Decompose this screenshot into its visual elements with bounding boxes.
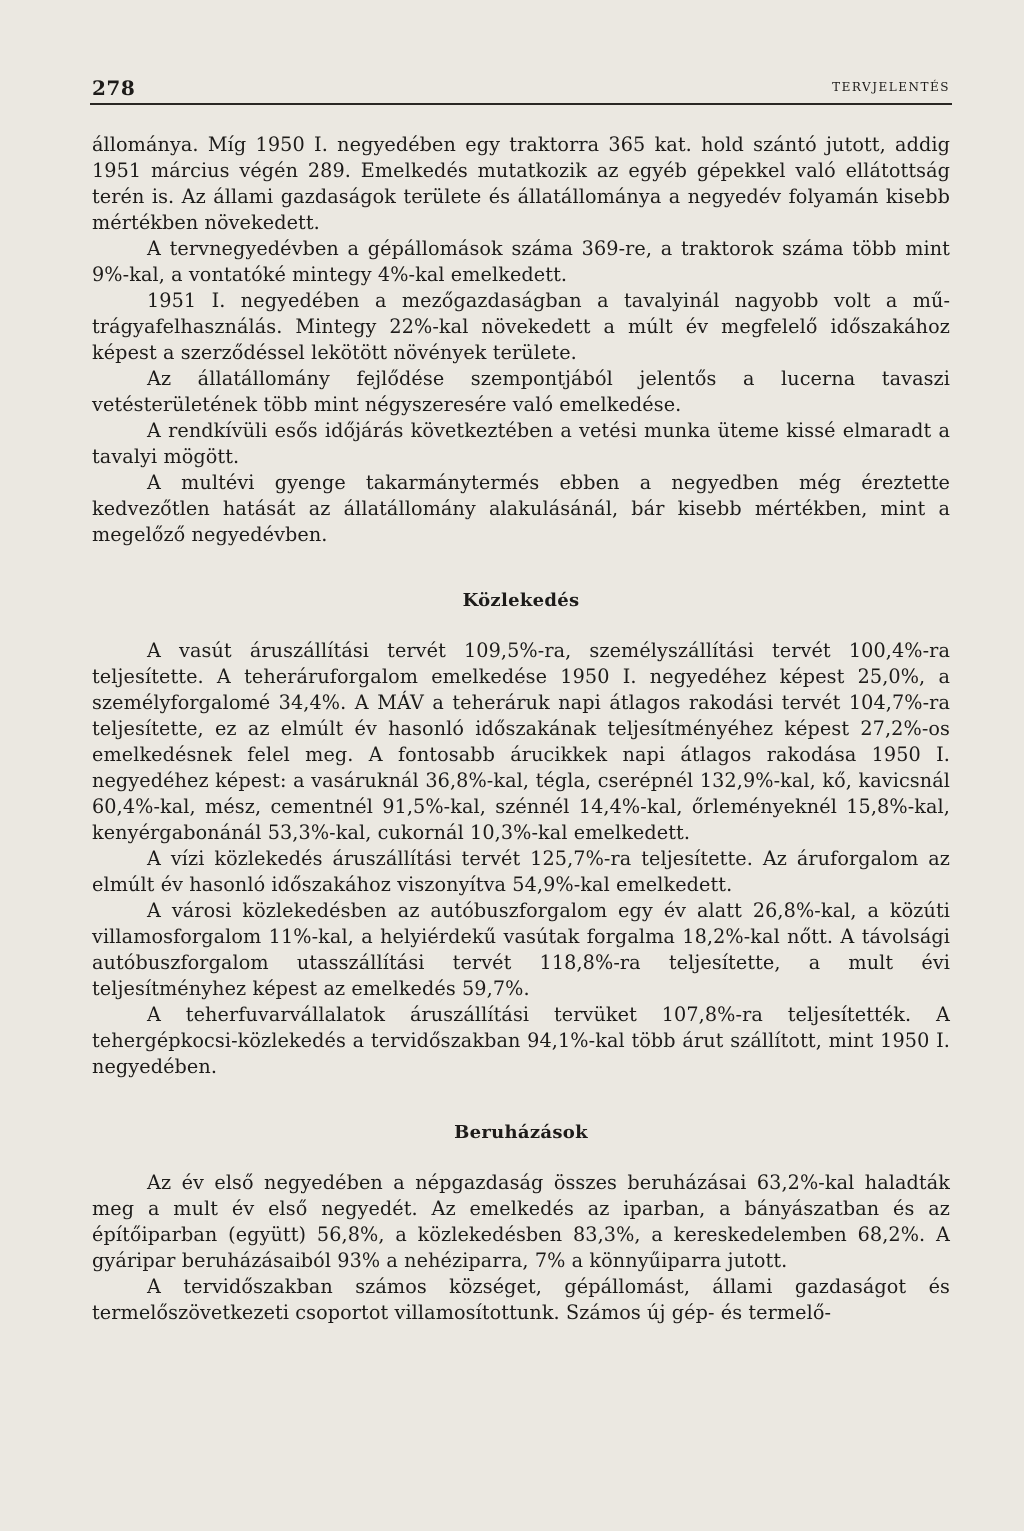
paragraph: A vízi közlekedés áruszállítási tervét 125,7%-ra teljesítette. Az áruforgalom az elmúlt év hasonló időszakához viszonyítva 54,9%-kal emelkedett. bbox=[92, 847, 950, 896]
paragraph: A tervnegyedévben a gépállomások száma 369-re, a traktorok száma több mint 9%-kal, a vontatóké mintegy 4%-kal emelkedett. bbox=[92, 237, 950, 286]
paragraph: A városi közlekedésben az autóbuszforgalom egy év alatt 26,8%-kal, a közúti villamosforgalom 11%-kal, a helyiérdekű vasútak forgalma 18,2%-kal nőtt. A távolsági autóbuszforgalom utasszállítási tervét 118,8%-ra teljesítette, a mult évi teljesítményhez képest az emelkedés 59,7%. bbox=[92, 899, 950, 1000]
running-head: TERVJELENTÉS bbox=[832, 80, 950, 94]
paragraph: állománya. Míg 1950 I. negyedében egy traktorra 365 kat. hold szántó jutott, addig 1951 március végén 289. Emelkedés mutatkozik az egyéb gépekkel való ellátottság terén is. Az állami gazdaságok területe és állatállománya a negyedév folyamán kisebb mértékben növekedett. bbox=[92, 133, 950, 234]
paragraph: A rendkívüli esős időjárás következtében a vetési munka üteme kissé elmaradt a tavalyi mögött. bbox=[92, 419, 950, 468]
body-text bbox=[92, 132, 950, 1326]
paragraph: Az év első negyedében a népgazdaság összes beruházásai 63,2%-kal haladták meg a mult év első negyedét. Az emelkedés az iparban, a bányászatban és az építőiparban (együtt) 56,8%, a közlekedésben 83,3%, a kereskedelemben 68,2%. A gyáripar beruházásaiból 93% a nehéziparra, 7% a könnyűiparra jutott. bbox=[92, 1171, 950, 1272]
paragraph: A vasút áruszállítási tervét 109,5%-ra, személyszállítási tervét 100,4%-ra teljesítette. A teheráruforgalom emelkedése 1950 I. negyedéhez képest 25,0%, a személyforgalomé 34,4%. A MÁV a teheráruk napi átlagos rakodási tervét 104,7%-ra teljesítette, ez az elmúlt év hasonló időszakának teljesítményéhez képest 27,2%-os emelkedésnek felel meg. A fontosabb árucikkek napi átlagos rakodása 1950 I. negyedéhez képest: a vasáruknál 36,8%-kal, tégla, cserépnél 132,9%-kal, kő, kavicsnál 60,4%-kal, mész, cementnél 91,5%-kal, szénnél 14,4%-kal, őrleményeknél 15,8%-kal, kenyérgabonánál 53,3%-kal, cukornál 10,3%-kal emelkedett. bbox=[92, 639, 950, 844]
paragraph: A multévi gyenge takarmánytermés ebben a negyedben még éreztette kedvezőtlen hatását az állatállomány alakulásánál, bár kisebb mértékben, mint a megelőző negyedévben. bbox=[92, 471, 950, 546]
section-heading-kozlekedes: Közlekedés bbox=[462, 590, 580, 611]
paragraph: A tervidőszakban számos községet, gépállomást, állami gazdaságot és termelőszövetkezeti csoportot villamosítottunk. Számos új gép- és termelő- bbox=[92, 1275, 950, 1324]
section-heading-beruhazasok: Beruházások bbox=[454, 1122, 588, 1143]
paragraph: A teherfuvarvállalatok áruszállítási tervüket 107,8%-ra teljesítették. A tehergépkocsi-közlekedés a tervidőszakban 94,1%-kal több árut szállított, mint 1950 I. negyedében. bbox=[92, 1003, 950, 1078]
header-rule bbox=[90, 103, 952, 105]
page-number: 278 bbox=[92, 76, 136, 100]
paragraph: 1951 I. negyedében a mezőgazdaságban a tavalyinál nagyobb volt a műtrágyafelhasználás. Mintegy 22%-kal növekedett a múlt év megfelelő időszakához képest a szerződéssel lekötött növények területe. bbox=[92, 289, 950, 364]
paragraph: Az állatállomány fejlődése szempontjából jelentős a lucerna tavaszi vetésterületének több mint négyszeresére való emelkedése. bbox=[92, 367, 950, 416]
page-header bbox=[92, 70, 950, 104]
